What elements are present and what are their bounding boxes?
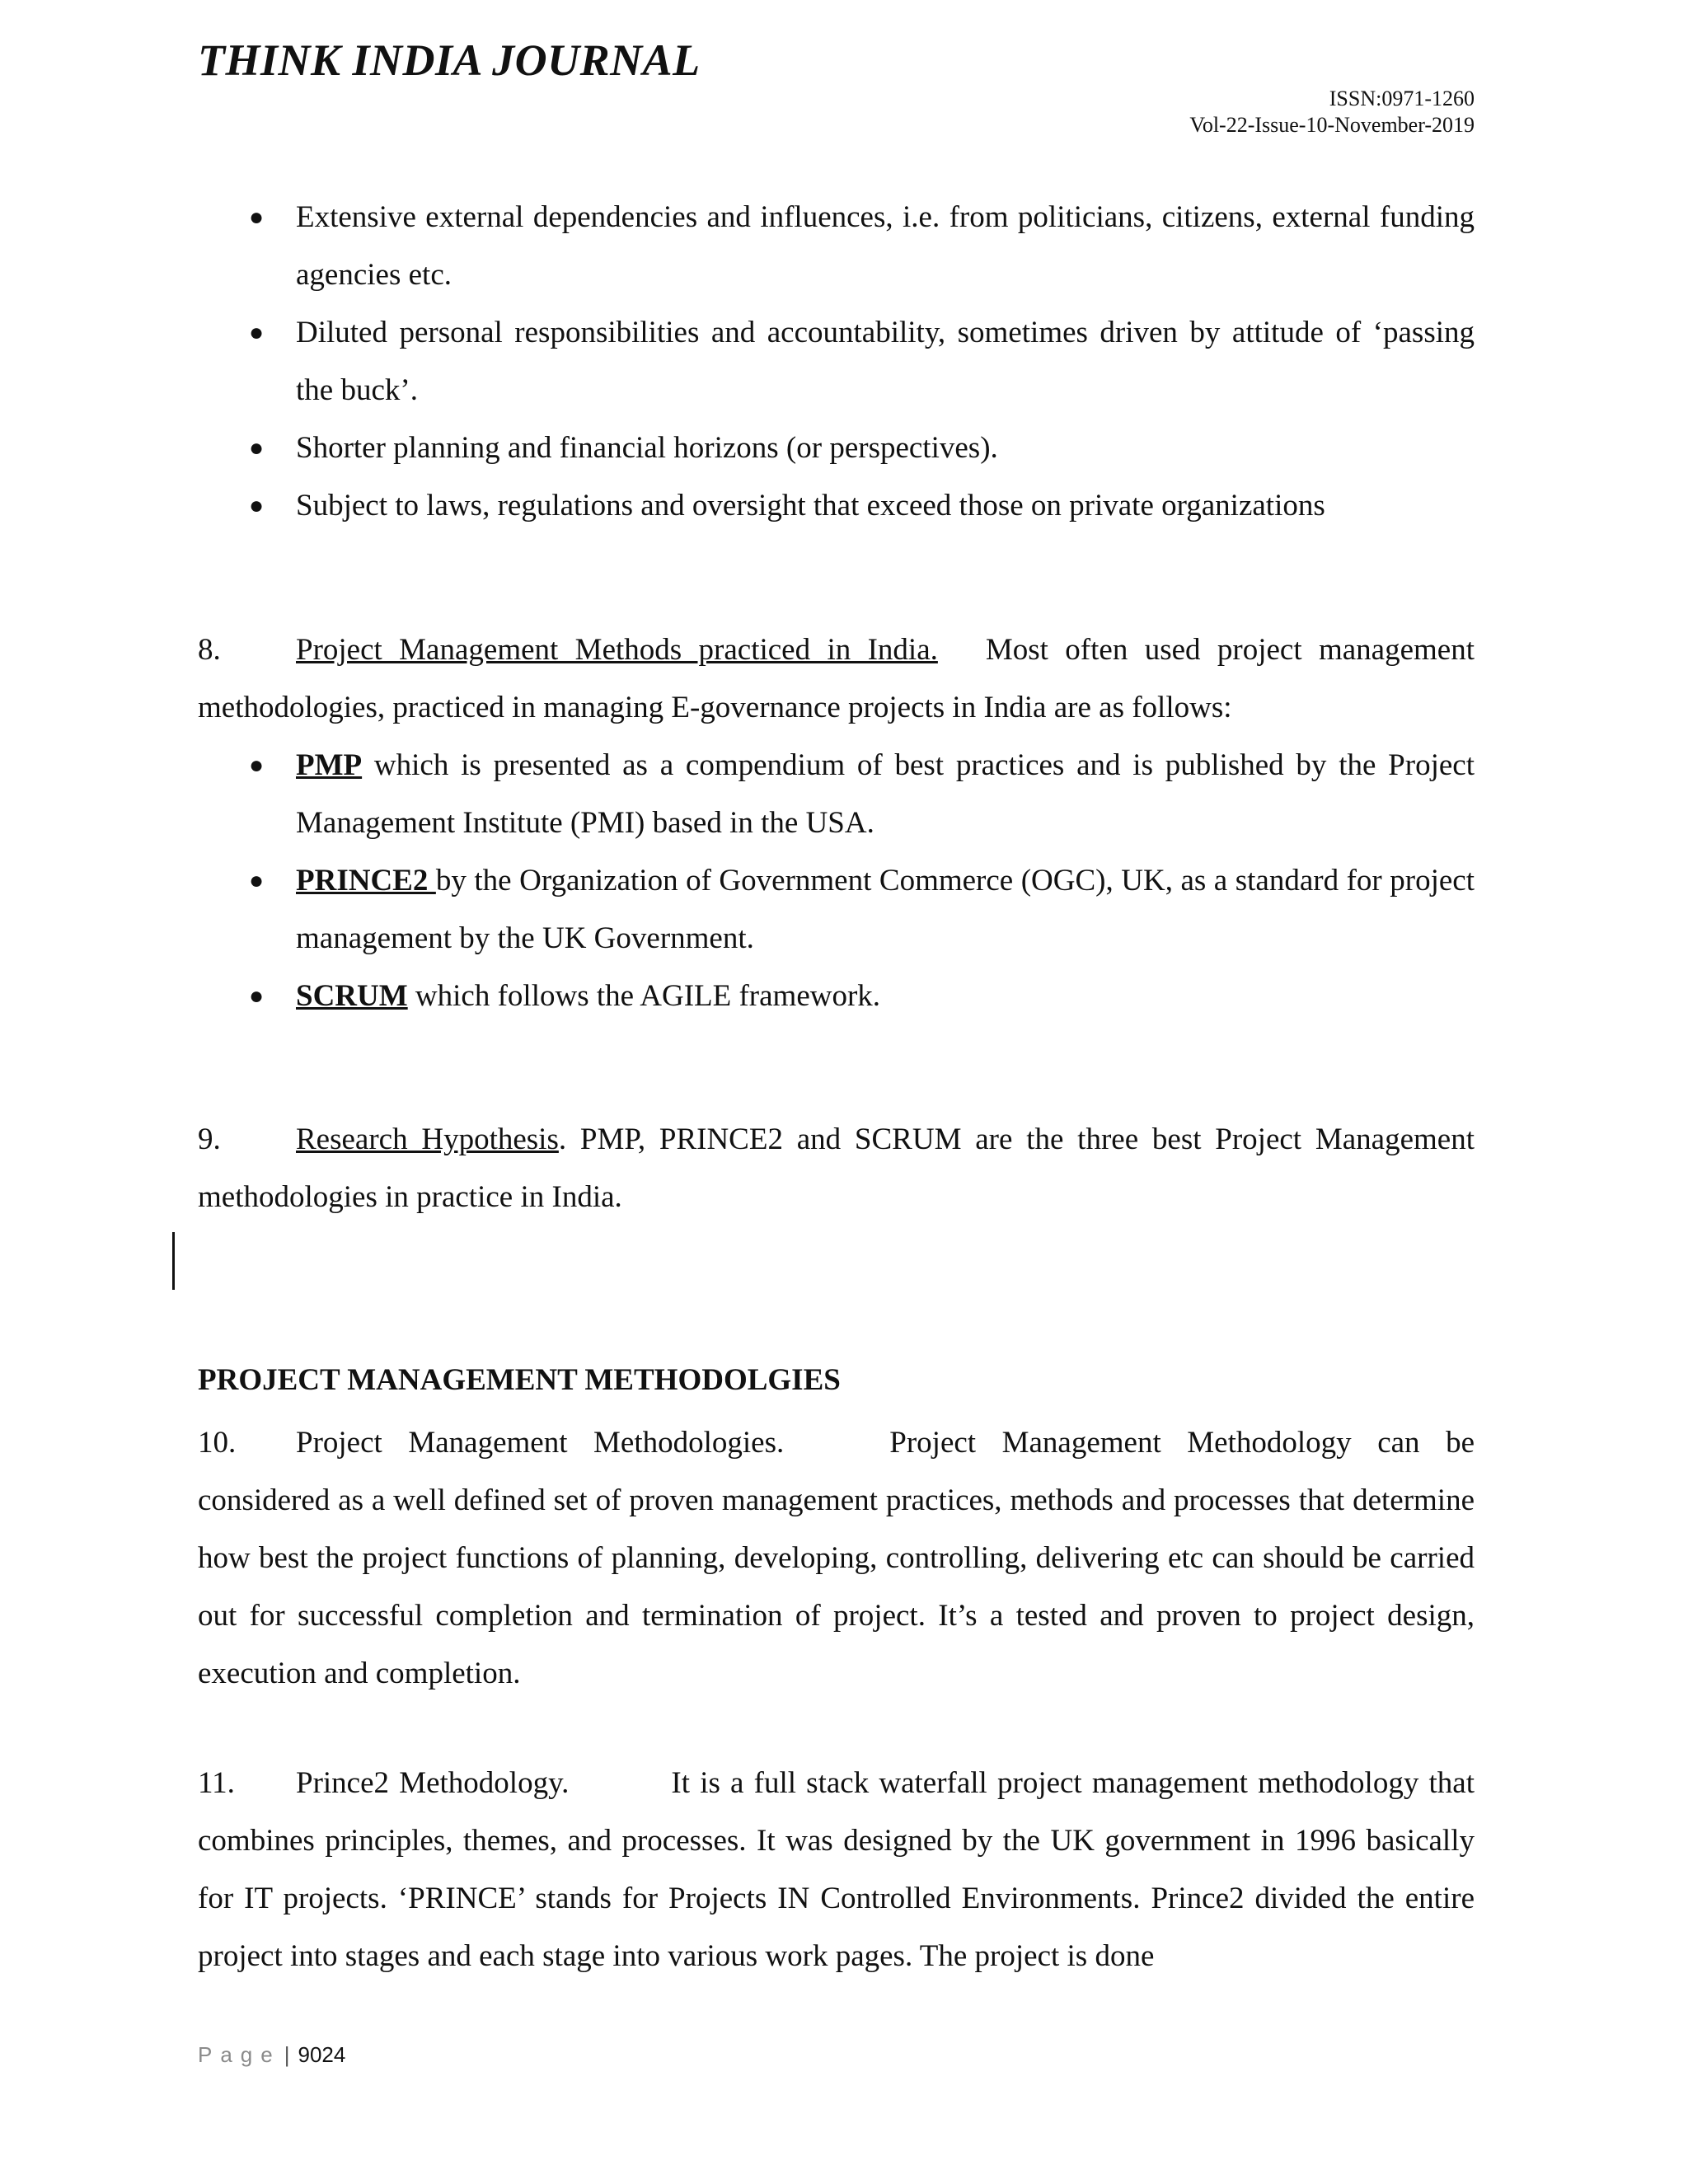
bullet-icon: ● xyxy=(249,867,265,894)
section-11-paragraph xyxy=(198,1755,1475,1985)
list-item: ● Shorter planning and financial horizons (or perspectives). xyxy=(198,419,1475,477)
methods-list xyxy=(198,737,1475,1025)
section-10-number: 10. xyxy=(198,1426,237,1460)
bullet-icon: ● xyxy=(249,204,265,231)
footer-separator: | xyxy=(284,2042,290,2067)
method-term-prince2: PRINCE2 xyxy=(296,864,436,898)
volume-issue: Vol-22-Issue-10-November-2019 xyxy=(1189,113,1475,137)
section-8 xyxy=(198,621,1475,1025)
section-8-title: Project Management Methods practiced in India. xyxy=(296,633,938,667)
section-11 xyxy=(198,1755,1475,1985)
section-9 xyxy=(198,1111,1475,1226)
section-9-title: Research Hypothesis xyxy=(296,1122,559,1156)
section-10 xyxy=(198,1414,1475,1703)
bullet-icon: ● xyxy=(249,319,265,346)
list-item: ● Diluted personal responsibilities and accountability, sometimes driven by attitude of ‘passing the buck’. xyxy=(198,304,1475,419)
section-heading: PROJECT MANAGEMENT METHODOLGIES xyxy=(198,1363,841,1397)
issn-number: ISSN:0971-1260 xyxy=(1329,87,1475,110)
section-9-text: . PMP, PRINCE2 and SCRUM are the three best Project Management methodologies in practice in India. xyxy=(198,1122,1475,1214)
section-10-paragraph xyxy=(198,1414,1475,1703)
section-8-number: 8. xyxy=(198,633,221,667)
list-item: ● Subject to laws, regulations and oversight that exceed those on private organizations xyxy=(198,477,1475,535)
section-11-title: Prince2 Methodology. xyxy=(296,1766,570,1800)
bullet-icon: ● xyxy=(249,434,265,462)
section-9-number: 9. xyxy=(198,1122,221,1156)
bullet-icon: ● xyxy=(249,492,265,519)
text-cursor xyxy=(172,1232,175,1290)
bullet-icon: ● xyxy=(249,982,265,1010)
section-10-text: Project Management Methodology can be considered as a well defined set of proven management practices, methods and processes that determine how best the project functions of planning, developing, controlling, delivering etc can should be carried out for successful completion and termination of project. It’s a tested and proven to project design, execution and completion. xyxy=(198,1426,1475,1690)
section-10-title: Project Management Methodologies. xyxy=(296,1426,785,1460)
journal-title: THINK INDIA JOURNAL xyxy=(198,35,701,85)
bullet-list-public-sector xyxy=(198,189,1475,535)
section-11-number: 11. xyxy=(198,1766,235,1800)
method-term-scrum: SCRUM xyxy=(296,979,408,1013)
section-8-paragraph xyxy=(198,621,1475,737)
top-bullet-section xyxy=(198,189,1475,535)
issn-block xyxy=(1189,86,1475,138)
list-item: ● PRINCE2 by the Organization of Government Commerce (OGC), UK, as a standard for project management by the UK Government. xyxy=(198,852,1475,968)
bullet-icon: ● xyxy=(249,752,265,779)
page-footer xyxy=(198,2042,345,2068)
list-item: ● SCRUM which follows the AGILE framework. xyxy=(198,968,1475,1025)
list-item: ● PMP which is presented as a compendium of best practices and is published by the Project Management Institute (PMI) based in the USA. xyxy=(198,737,1475,852)
list-item: ● Extensive external dependencies and influences, i.e. from politicians, citizens, external funding agencies etc. xyxy=(198,189,1475,304)
page-label: Page xyxy=(198,2042,281,2067)
section-9-paragraph xyxy=(198,1111,1475,1226)
page-number: 9024 xyxy=(298,2042,346,2067)
section-11-text: It is a full stack waterfall project management methodology that combines principles, themes, and processes. It was designed by the UK government in 1996 basically for IT projects. ‘PRINCE’ stands for Projects IN Controlled Environments. Prince2 divided the entire project into stages and each stage into various work pages. The project is done xyxy=(198,1766,1475,1973)
section-8-text: Most often used project management methodologies, practiced in managing E-governance projects in India are as follows: xyxy=(198,633,1475,724)
method-term-pmp: PMP xyxy=(296,748,363,782)
